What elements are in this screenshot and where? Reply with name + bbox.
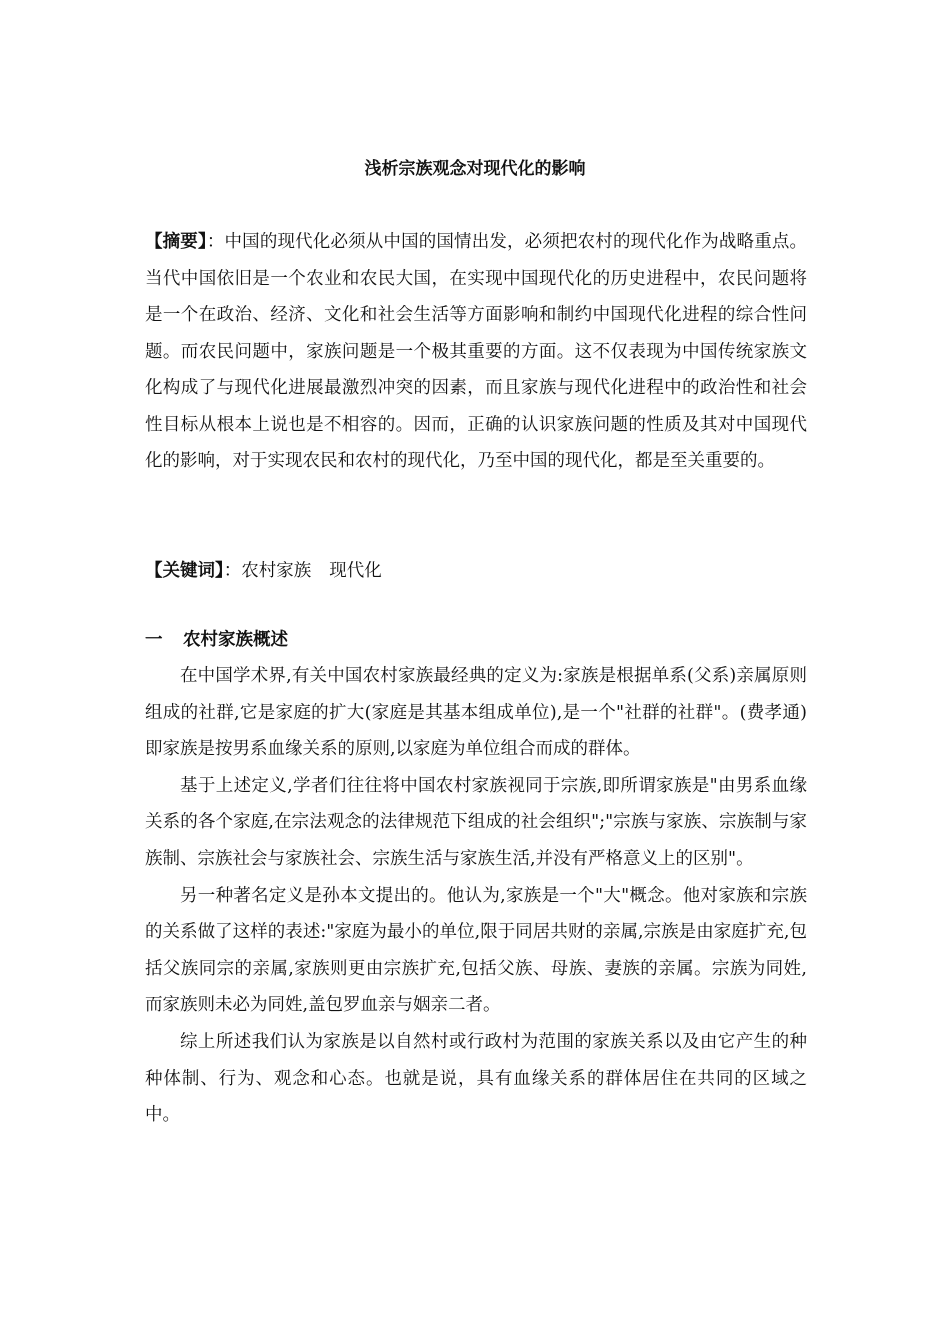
body-paragraph: 在中国学术界,有关中国农村家族最经典的定义为:家族是根据单系(父系)亲属原则组成的社群,它是家庭的扩大(家庭是其基本组成单位),是一个"社群的社群"。(费孝通)即家族是按男系血缘关系的原则,以家庭为单位组合而成的群体。 [145, 666, 807, 760]
document-title: 浅析宗族观念对现代化的影响 [364, 159, 586, 179]
keywords-separator: ： [223, 561, 242, 581]
body-paragraph: 基于上述定义,学者们往往将中国农村家族视同于宗族,即所谓家族是"由男系血缘关系的各个家庭,在宗法观念的法律规范下组成的社会组织";"宗族与家族、宗族制与家族制、宗族社会与家族社会、宗族生活与家族生活,并没有严格意义上的区别"。 [145, 775, 807, 869]
keyword-item: 农村家族 [241, 561, 312, 581]
section-heading-text: 农村家族概述 [183, 630, 288, 650]
abstract-separator: ： [206, 232, 225, 252]
section-body [145, 658, 807, 1134]
abstract-paragraph [145, 224, 807, 480]
body-paragraph: 另一种著名定义是孙本文提出的。他认为,家族是一个"大"概念。他对家族和宗族的关系做了这样的表述:"家庭为最小的单位,限于同居共财的亲属,宗族是由家庭扩充,包括父族同宗的亲属,家族则更由宗族扩充,包括父族、母族、妻族的亲属。宗族为同姓,而家族则未必为同姓,盖包罗血亲与姻亲二者。 [145, 885, 807, 1016]
keywords-label: 【关键词】 [145, 561, 224, 581]
body-paragraph: 综上所述我们认为家族是以自然村或行政村为范围的家族关系以及由它产生的种种体制、行为、观念和心态。也就是说，具有血缘关系的群体居住在共同的区域之中。 [145, 1031, 807, 1126]
section-heading [145, 622, 288, 658]
keyword-item: 现代化 [329, 561, 382, 581]
abstract-label: 【摘要】 [145, 232, 207, 252]
section-number: 一 [145, 630, 163, 650]
keywords-line [145, 553, 807, 590]
abstract-text: 中国的现代化必须从中国的国情出发，必须把农村的现代化作为战略重点。当代中国依旧是一个农业和农民大国，在实现中国现代化的历史进程中，农民问题将是一个在政治、经济、文化和社会生活等方面影响和制约中国现代化进程的综合性问题。而农民问题中，家族问题是一个极其重要的方面。这不仅表现为中国传统家族文化构成了与现代化进展最激烈冲突的因素，而且家族与现代化进程中的政治性和社会性目标从根本上说也是不相容的。因而，正确的认识家族问题的性质及其对中国现代化的影响，对于实现农民和农村的现代化，乃至中国的现代化，都是至关重要的。 [145, 232, 808, 471]
